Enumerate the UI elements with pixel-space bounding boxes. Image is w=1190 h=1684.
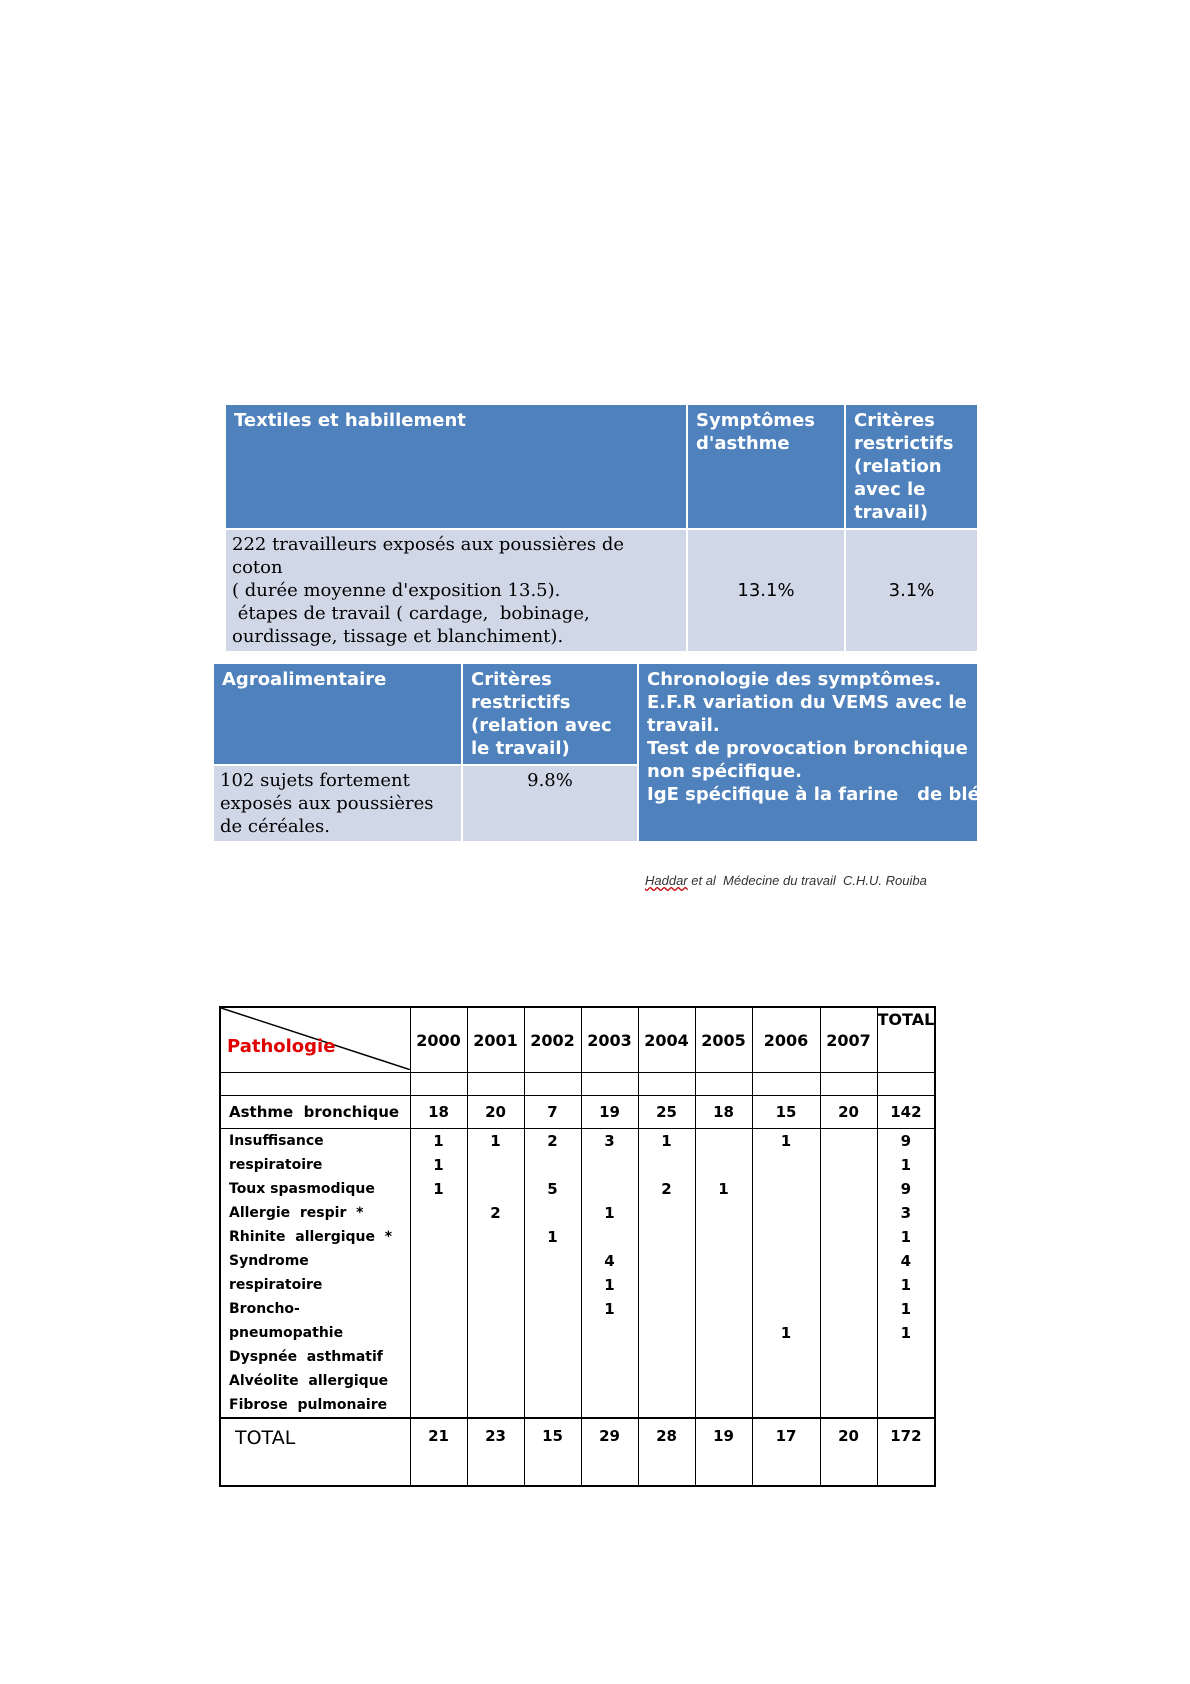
col-2000-stack: [411, 1129, 467, 1417]
agro-chronology-line: Test de provocation bronchique non spécifique.: [647, 738, 968, 782]
pathology-cell: [639, 1393, 695, 1417]
pathology-cell: 1: [604, 1300, 615, 1318]
pathology-cell: 1: [604, 1204, 615, 1222]
pathology-cell: [639, 1225, 695, 1249]
pathology-cell: [468, 1225, 524, 1249]
total-header: TOTAL: [877, 1007, 935, 1073]
pathology-cell: [468, 1345, 524, 1369]
pathology-cell: 1: [780, 1324, 792, 1342]
col-2003: [581, 1129, 638, 1419]
pathology-cell: [639, 1153, 695, 1177]
pathology-cell: [821, 1225, 877, 1249]
pathology-cell: [753, 1225, 820, 1249]
pathology-cell: [639, 1201, 695, 1225]
pathology-cell: 1: [661, 1132, 672, 1150]
pathology-cell: [582, 1345, 638, 1369]
total-value: 15: [524, 1418, 581, 1486]
pathology-cell: [696, 1201, 752, 1225]
pathology-cell: [411, 1393, 467, 1417]
textiles-header-sector: Textiles et habillement: [225, 404, 687, 529]
other-pathologies-row: [220, 1129, 935, 1419]
pathology-cell: [878, 1393, 935, 1417]
pathology-cell: [821, 1273, 877, 1297]
pathology-cell: [582, 1321, 638, 1345]
pathology-cell: [821, 1153, 877, 1177]
pathology-cell: 1: [900, 1228, 912, 1246]
pathology-cell: [582, 1153, 638, 1177]
col-2004: [638, 1129, 695, 1419]
pathology-label: Syndrome: [229, 1253, 309, 1269]
pathology-cell: [821, 1393, 877, 1417]
pathology-cell: [468, 1321, 524, 1345]
agro-chronology-line: Chronologie des symptômes.: [647, 669, 942, 690]
textiles-description-line: étapes de travail ( cardage, bobinage,: [232, 603, 590, 624]
pathology-cell: 1: [900, 1300, 912, 1318]
textiles-table: [224, 403, 979, 653]
pathology-cell: 5: [547, 1180, 558, 1198]
pathology-cell: 1: [900, 1276, 912, 1294]
pathology-cell: [525, 1345, 581, 1369]
pathology-cell: [468, 1369, 524, 1393]
pathology-label: Alvéolite allergique: [229, 1373, 389, 1389]
textiles-description: [225, 529, 687, 652]
pathology-cell: 9: [900, 1180, 912, 1198]
pathology-label: respiratoire: [229, 1277, 323, 1293]
pathology-cell: [525, 1153, 581, 1177]
pathology-cell: [753, 1249, 820, 1273]
pathology-label: Rhinite allergique *: [229, 1229, 393, 1245]
pathology-cell: [411, 1297, 467, 1321]
textiles-description-line: ourdissage, tissage et blanchiment).: [232, 626, 564, 647]
pathology-label: Allergie respir *: [229, 1205, 364, 1221]
pathology-cell: [468, 1153, 524, 1177]
col-2007-stack: [821, 1129, 877, 1417]
pathology-cell: [582, 1393, 638, 1417]
pathology-cell: [468, 1297, 524, 1321]
pathology-cell: [525, 1321, 581, 1345]
agro-header-row: [213, 663, 978, 765]
pathology-cell: [411, 1201, 467, 1225]
pathology-cell: 1: [433, 1156, 444, 1174]
year-header: 2001: [467, 1007, 524, 1073]
year-header: 2004: [638, 1007, 695, 1073]
pathology-cell: [696, 1393, 752, 1417]
pathology-labels-stack: [229, 1129, 410, 1417]
pathology-cell: [821, 1369, 877, 1393]
pathology-cell: [525, 1297, 581, 1321]
asthma-value: 15: [752, 1096, 820, 1129]
year-header: 2000: [410, 1007, 467, 1073]
agro-description: [213, 765, 462, 842]
pathology-cell: [696, 1345, 752, 1369]
pathology-label: respiratoire: [229, 1157, 323, 1173]
pathology-cell: 3: [604, 1132, 615, 1150]
agro-chronology: [638, 663, 987, 842]
total-value: 20: [820, 1418, 877, 1486]
total-value: 29: [581, 1418, 638, 1486]
pathology-cell: [753, 1297, 820, 1321]
pathology-cell: [696, 1153, 752, 1177]
pathology-cell: [696, 1321, 752, 1345]
pathology-cell: 1: [718, 1180, 729, 1198]
pathology-label: Insuffisance: [229, 1133, 324, 1149]
pathology-cell: 3: [900, 1204, 912, 1222]
pathology-cell: 2: [661, 1180, 672, 1198]
pathology-cell: [582, 1177, 638, 1201]
col-2002-stack: [525, 1129, 581, 1417]
pathology-cell: [411, 1321, 467, 1345]
asthma-total: 142: [877, 1096, 935, 1129]
pathology-cell: 4: [604, 1252, 615, 1270]
total-label: TOTAL: [220, 1418, 410, 1486]
pathology-cell: [753, 1201, 820, 1225]
pathology-cell: 1: [547, 1228, 558, 1246]
col-2001: [467, 1129, 524, 1419]
agro-description-line: de céréales.: [220, 816, 330, 837]
pathology-cell: [639, 1273, 695, 1297]
agro-header-sector: Agroalimentaire: [213, 663, 462, 765]
pathology-cell: [696, 1129, 752, 1153]
asthma-value: 18: [695, 1096, 752, 1129]
pathology-cell: [582, 1369, 638, 1393]
pathology-cell: 9: [900, 1132, 912, 1150]
asthma-value: 20: [467, 1096, 524, 1129]
pathology-cell: 2: [547, 1132, 558, 1150]
agro-header-criteria: Critères restrictifs (relation avec le travail): [462, 663, 638, 765]
col-total-stack: [878, 1129, 935, 1417]
pathology-cell: [821, 1249, 877, 1273]
agro-description-line: exposés aux poussières: [220, 793, 434, 814]
asthma-value: 20: [820, 1096, 877, 1129]
col-2002: [524, 1129, 581, 1419]
pathology-cell: [821, 1201, 877, 1225]
year-header: 2003: [581, 1007, 638, 1073]
col-2007: [820, 1129, 877, 1419]
pathology-cell: [753, 1393, 820, 1417]
pathology-cell: [639, 1297, 695, 1321]
pathology-cell: [468, 1393, 524, 1417]
pathology-cell: [696, 1297, 752, 1321]
col-2004-stack: [639, 1129, 695, 1417]
col-2006-stack: [753, 1129, 820, 1417]
pathology-label: Toux spasmodique: [229, 1181, 375, 1197]
pathology-cell: 1: [490, 1132, 501, 1150]
pathology-corner-cell: [220, 1007, 410, 1073]
pathology-cell: [411, 1369, 467, 1393]
pathology-cell: [468, 1177, 524, 1201]
pathology-cell: [411, 1249, 467, 1273]
textiles-header-row: [225, 404, 978, 529]
textiles-description-line: 222 travailleurs exposés aux poussières de coton: [232, 534, 625, 578]
pathology-cell: [582, 1225, 638, 1249]
col-2005: [695, 1129, 752, 1419]
textiles-criteria-value: 3.1%: [845, 529, 978, 652]
pathology-cell: 1: [433, 1132, 444, 1150]
pathology-cell: 1: [780, 1132, 792, 1150]
pathology-cell: [878, 1345, 935, 1369]
pathology-cell: [821, 1177, 877, 1201]
pathology-cell: [468, 1273, 524, 1297]
total-value: 28: [638, 1418, 695, 1486]
col-total: [877, 1129, 935, 1419]
asthma-row: [220, 1096, 935, 1129]
pathology-cell: [639, 1369, 695, 1393]
total-value: 19: [695, 1418, 752, 1486]
pathology-cell: [821, 1321, 877, 1345]
year-header: 2006: [752, 1007, 820, 1073]
pathology-cell: 1: [900, 1324, 912, 1342]
pathology-cell: [696, 1273, 752, 1297]
pathology-cell: [753, 1153, 820, 1177]
spacer-row: [220, 1073, 935, 1096]
asthma-value: 7: [524, 1096, 581, 1129]
pathology-cell: [525, 1273, 581, 1297]
pathology-cell: [753, 1177, 820, 1201]
asthma-value: 18: [410, 1096, 467, 1129]
asthma-label: Asthme bronchique: [220, 1096, 410, 1129]
pathology-cell: [411, 1273, 467, 1297]
citation-rest: et al Médecine du travail C.H.U. Rouiba: [687, 873, 927, 888]
textiles-symptoms-value: 13.1%: [687, 529, 845, 652]
asthma-value: 19: [581, 1096, 638, 1129]
citation-author: Haddar: [645, 873, 688, 888]
textiles-header-criteria: Critères restrictifs (relation avec le travail): [845, 404, 978, 529]
agro-criteria-value: 9.8%: [462, 765, 638, 842]
pathology-cell: 2: [490, 1204, 501, 1222]
pathology-cell: [821, 1297, 877, 1321]
pathology-cell: [639, 1321, 695, 1345]
pathology-cell: [696, 1249, 752, 1273]
total-row: [220, 1418, 935, 1486]
pathology-cell: [639, 1249, 695, 1273]
pathology-cell: [753, 1345, 820, 1369]
pathology-corner-label: Pathologie: [227, 1035, 336, 1057]
pathology-cell: [696, 1225, 752, 1249]
pathology-cell: 1: [604, 1276, 615, 1294]
pathology-table: [219, 1006, 936, 1487]
pathology-cell: [411, 1225, 467, 1249]
pathology-cell: 4: [900, 1252, 912, 1270]
pathology-cell: [821, 1345, 877, 1369]
pathology-cell: [878, 1369, 935, 1393]
pathology-cell: [696, 1369, 752, 1393]
pathology-labels: [220, 1129, 410, 1419]
textiles-data-row: [225, 529, 978, 652]
year-header: 2002: [524, 1007, 581, 1073]
year-header: 2007: [820, 1007, 877, 1073]
textiles-description-line: ( durée moyenne d'exposition 13.5).: [232, 580, 561, 601]
textiles-header-symptoms: Symptômes d'asthme: [687, 404, 845, 529]
col-2005-stack: [696, 1129, 752, 1417]
pathology-cell: 1: [900, 1156, 912, 1174]
pathology-cell: [639, 1345, 695, 1369]
pathology-cell: [468, 1249, 524, 1273]
pathology-label: pneumopathie: [229, 1325, 344, 1341]
pathology-cell: [753, 1273, 820, 1297]
pathology-label: Fibrose pulmonaire: [229, 1397, 388, 1413]
agro-chronology-line: E.F.R variation du VEMS avec le travail.: [647, 692, 967, 736]
total-value: 21: [410, 1418, 467, 1486]
pathology-label: Dyspnée asthmatif: [229, 1349, 383, 1365]
col-2003-stack: [582, 1129, 638, 1417]
col-2000: [410, 1129, 467, 1419]
asthma-value: 25: [638, 1096, 695, 1129]
agro-description-line: 102 sujets fortement: [220, 770, 410, 791]
pathology-cell: [821, 1129, 877, 1153]
total-value: 23: [467, 1418, 524, 1486]
agro-chronology-line: IgE spécifique à la farine de blé.: [647, 784, 987, 805]
citation: [645, 873, 927, 888]
total-value: 17: [752, 1418, 820, 1486]
pathology-cell: [525, 1393, 581, 1417]
agro-table: [212, 662, 987, 843]
pathology-cell: [525, 1201, 581, 1225]
pathology-cell: [411, 1345, 467, 1369]
pathology-cell: 1: [433, 1180, 444, 1198]
pathology-cell: [525, 1369, 581, 1393]
pathology-header-row: [220, 1007, 935, 1073]
pathology-cell: [753, 1369, 820, 1393]
pathology-cell: [525, 1249, 581, 1273]
pathology-label: Broncho-: [229, 1301, 300, 1317]
grand-total: 172: [877, 1418, 935, 1486]
year-header: 2005: [695, 1007, 752, 1073]
col-2001-stack: [468, 1129, 524, 1417]
col-2006: [752, 1129, 820, 1419]
